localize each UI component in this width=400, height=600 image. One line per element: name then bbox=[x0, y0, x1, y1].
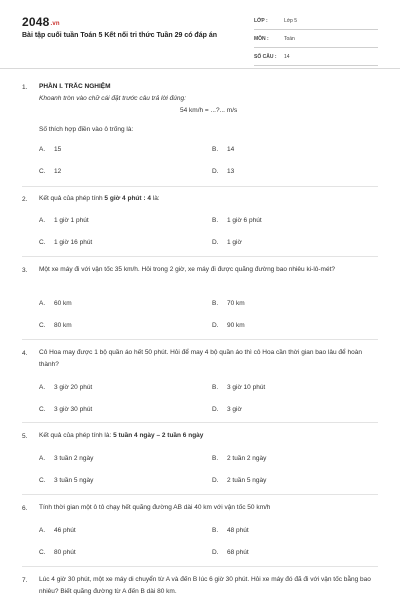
option-text: 1 giờ bbox=[227, 239, 242, 246]
option-text: 3 tuần 5 ngày bbox=[54, 477, 94, 484]
question-divider bbox=[22, 422, 378, 423]
option-text: 12 bbox=[54, 168, 62, 175]
option-letter: B. bbox=[212, 527, 219, 534]
option-text: 80 km bbox=[54, 322, 72, 329]
option-d[interactable] bbox=[212, 322, 245, 329]
question-instruction: Khoanh tròn vào chữ cái đặt trước câu trả lời đúng: bbox=[39, 95, 186, 102]
option-text: 3 giờ bbox=[227, 406, 242, 413]
option-letter: A. bbox=[39, 384, 46, 391]
option-a[interactable] bbox=[39, 455, 93, 462]
question-text-emphasis: 5 giờ 4 phút : 4 bbox=[104, 195, 151, 202]
option-a[interactable] bbox=[39, 217, 89, 224]
option-letter: B. bbox=[212, 146, 219, 153]
question-number: 4. bbox=[22, 350, 28, 357]
question-text-emphasis: 5 tuần 4 ngày – 2 tuần 6 ngày bbox=[113, 432, 204, 439]
option-c[interactable] bbox=[39, 239, 92, 246]
question-prompt: Số thích hợp điền vào ô trống là: bbox=[39, 126, 134, 133]
meta-label: LỚP : bbox=[254, 18, 268, 24]
question-text-start: Kết quả của phép tính là: bbox=[39, 432, 114, 439]
meta-value: Toán bbox=[284, 36, 295, 42]
question-divider bbox=[22, 566, 378, 567]
option-letter: D. bbox=[212, 168, 219, 175]
meta-row-class bbox=[254, 14, 378, 30]
option-text: 13 bbox=[227, 168, 235, 175]
option-b[interactable] bbox=[212, 455, 266, 462]
option-text: 3 giờ 30 phút bbox=[54, 406, 93, 413]
option-d[interactable] bbox=[212, 477, 266, 484]
question-divider bbox=[22, 494, 378, 495]
option-letter: A. bbox=[39, 455, 46, 462]
option-letter: B. bbox=[212, 384, 219, 391]
question-number: 6. bbox=[22, 505, 28, 512]
option-d[interactable] bbox=[212, 168, 234, 175]
option-text: 2 tuần 2 ngày bbox=[227, 455, 267, 462]
option-b[interactable] bbox=[212, 527, 249, 534]
option-letter: D. bbox=[212, 549, 219, 556]
option-b[interactable] bbox=[212, 384, 265, 391]
option-text: 3 tuần 2 ngày bbox=[54, 455, 94, 462]
option-a[interactable] bbox=[39, 384, 92, 391]
option-text: 80 phút bbox=[54, 549, 76, 556]
option-b[interactable] bbox=[212, 300, 245, 307]
option-letter: B. bbox=[212, 300, 219, 307]
option-letter: A. bbox=[39, 217, 46, 224]
option-text: 70 km bbox=[227, 300, 245, 307]
option-text: 15 bbox=[54, 146, 62, 153]
question-equation: 54 km/h = ...?... m/s bbox=[180, 107, 238, 114]
option-letter: D. bbox=[212, 239, 219, 246]
option-letter: C. bbox=[39, 549, 46, 556]
option-letter: A. bbox=[39, 527, 46, 534]
page-title: Bài tập cuối tuần Toán 5 Kết nối tri thức Tuần 29 có đáp án bbox=[22, 32, 217, 39]
option-d[interactable] bbox=[212, 239, 242, 246]
question-number: 5. bbox=[22, 433, 28, 440]
question-divider bbox=[22, 256, 378, 257]
brand-logo[interactable] bbox=[22, 15, 60, 29]
option-c[interactable] bbox=[39, 477, 93, 484]
option-letter: C. bbox=[39, 168, 46, 175]
option-text: 3 giờ 10 phút bbox=[227, 384, 266, 391]
option-letter: C. bbox=[39, 239, 46, 246]
option-text: 60 km bbox=[54, 300, 72, 307]
option-letter: D. bbox=[212, 406, 219, 413]
brand-suffix: .vn bbox=[50, 21, 60, 27]
question-text: Tính thời gian một ô tô chạy hết quãng đường AB dài 40 km với vận tốc 50 km/h bbox=[39, 504, 271, 511]
option-a[interactable] bbox=[39, 300, 72, 307]
option-text: 48 phút bbox=[227, 527, 249, 534]
option-text: 1 giờ 1 phút bbox=[54, 217, 89, 224]
option-text: 14 bbox=[227, 146, 235, 153]
option-text: 3 giờ 20 phút bbox=[54, 384, 93, 391]
question-text-end: là: bbox=[150, 195, 160, 202]
meta-label: SỐ CÂU : bbox=[254, 54, 277, 60]
option-text: 1 giờ 6 phút bbox=[227, 217, 262, 224]
question-number: 7. bbox=[22, 577, 28, 584]
worksheet-header bbox=[0, 0, 400, 66]
question-number: 3. bbox=[22, 267, 28, 274]
question-text: Cô Hoa may được 1 bộ quần áo hết 50 phút. Hỏi để may 4 bộ quần áo thì cô Hoa cần thời gian bao lâu để hoàn thành? bbox=[39, 349, 362, 368]
question-divider bbox=[22, 339, 378, 340]
option-letter: A. bbox=[39, 300, 46, 307]
question-number: 1. bbox=[22, 84, 28, 91]
meta-value: Lớp 5 bbox=[284, 18, 298, 24]
question-text: Một xe máy đi với vận tốc 35 km/h. Hỏi trong 2 giờ, xe máy đi được quãng đường bao nhiêu ki-lô-mét? bbox=[39, 266, 336, 273]
section-heading: PHẦN I. TRẮC NGHIỆM bbox=[39, 83, 111, 90]
option-letter: D. bbox=[212, 322, 219, 329]
option-letter: A. bbox=[39, 146, 46, 153]
question-text bbox=[39, 430, 374, 442]
option-c[interactable] bbox=[39, 168, 61, 175]
option-text: 68 phút bbox=[227, 549, 249, 556]
question-text-start: Kết quả của phép tính bbox=[39, 195, 105, 202]
question-text bbox=[39, 193, 374, 205]
brand-name: 2048 bbox=[22, 15, 50, 29]
option-d[interactable] bbox=[212, 549, 249, 556]
option-d[interactable] bbox=[212, 406, 242, 413]
meta-row-subject bbox=[254, 32, 378, 48]
option-a[interactable] bbox=[39, 527, 76, 534]
meta-value: 14 bbox=[284, 54, 290, 60]
option-letter: B. bbox=[212, 217, 219, 224]
option-c[interactable] bbox=[39, 406, 92, 413]
option-letter: C. bbox=[39, 477, 46, 484]
meta-label: MÔN : bbox=[254, 36, 269, 42]
meta-info bbox=[254, 14, 378, 68]
option-c[interactable] bbox=[39, 322, 72, 329]
option-text: 1 giờ 16 phút bbox=[54, 239, 93, 246]
option-c[interactable] bbox=[39, 549, 76, 556]
option-letter: D. bbox=[212, 477, 219, 484]
option-letter: C. bbox=[39, 406, 46, 413]
option-letter: C. bbox=[39, 322, 46, 329]
option-letter: B. bbox=[212, 455, 219, 462]
question-text: Lúc 4 giờ 30 phút, một xe máy di chuyển từ A và đến B lúc 6 giờ 30 phút. Hỏi xe máy đó đã đi với vận tốc bằng bao nhiêu? Biết quãng đường từ A đến B dài 80 km. bbox=[39, 576, 371, 595]
header-divider bbox=[0, 68, 400, 69]
meta-row-question-count bbox=[254, 50, 378, 66]
option-text: 2 tuần 5 ngày bbox=[227, 477, 267, 484]
option-text: 90 km bbox=[227, 322, 245, 329]
option-text: 46 phút bbox=[54, 527, 76, 534]
question-divider bbox=[22, 186, 378, 187]
option-a[interactable] bbox=[39, 146, 61, 153]
option-b[interactable] bbox=[212, 217, 262, 224]
question-number: 2. bbox=[22, 196, 28, 203]
option-b[interactable] bbox=[212, 146, 234, 153]
